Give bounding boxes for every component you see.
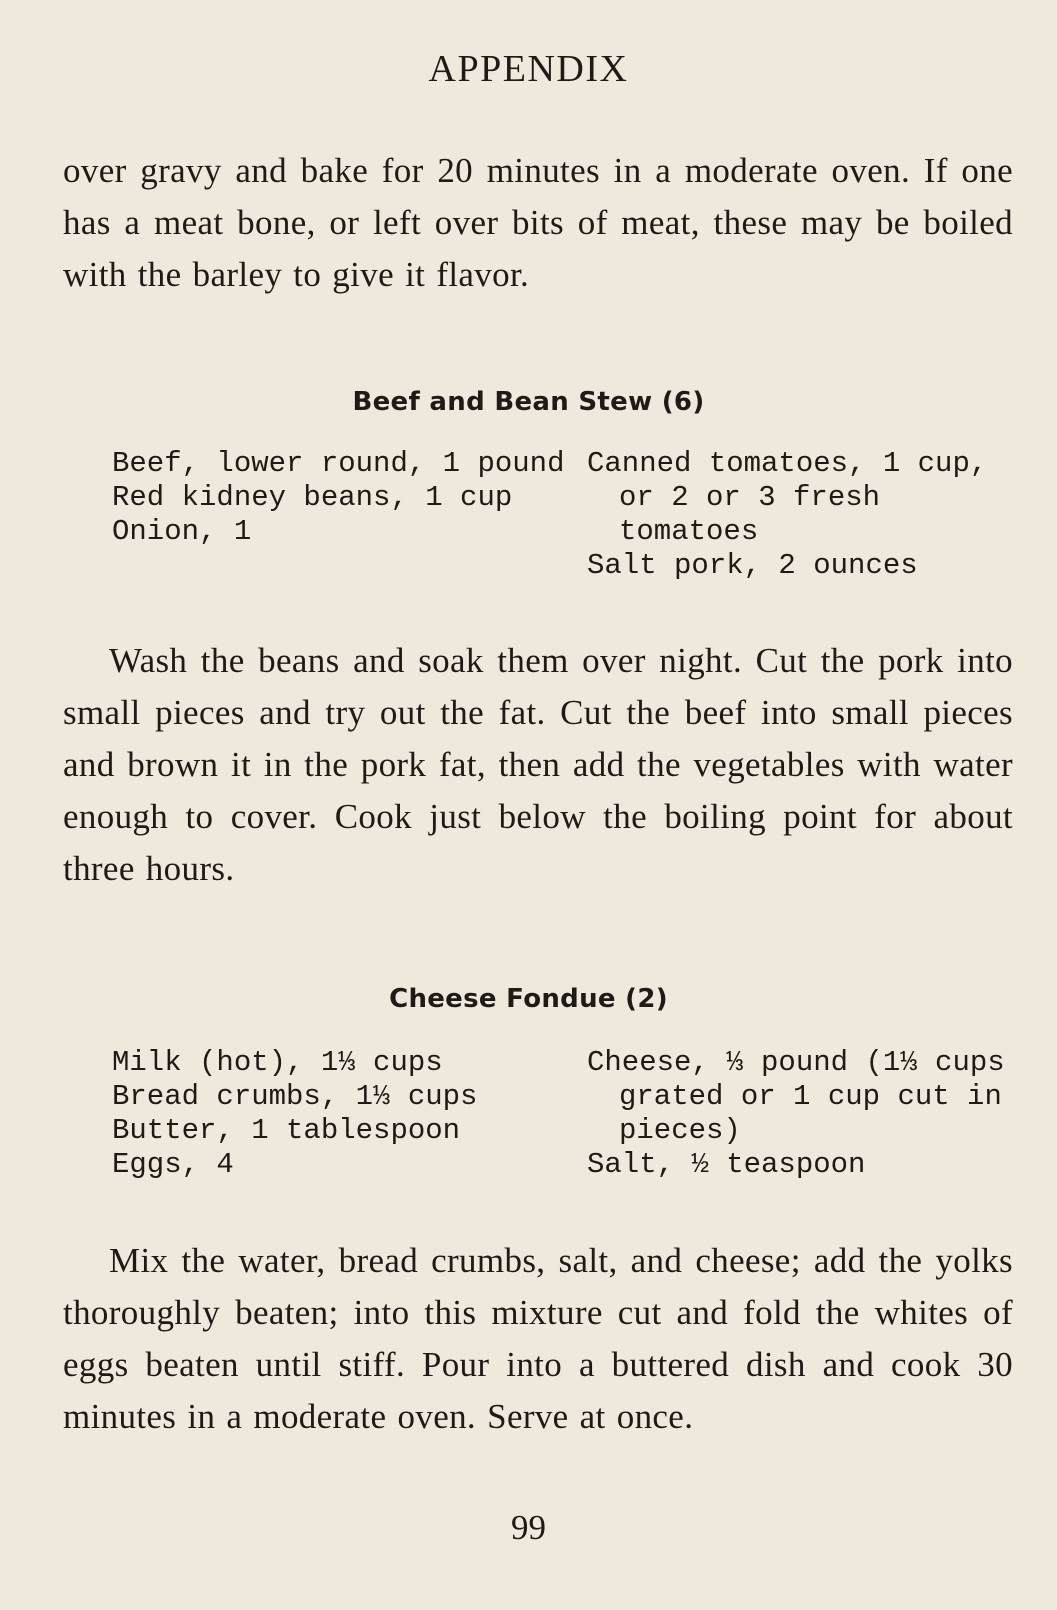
ingredient-item: Milk (hot), 1⅓ cups [112,1046,443,1079]
ingredient-item: Butter, 1 tablespoon [112,1114,461,1147]
recipe-directions-beef-bean-stew: Wash the beans and soak them over night. Cut the pork into small pieces and try out the fat. Cut the beef into small pieces and brown it in the pork fat, then add the vegetables with water enough to cover. Cook just below the boiling point for about three hours. [63,641,1013,888]
ingredient-item: Bread crumbs, 1⅓ cups [112,1080,478,1113]
ingredient-list-beef-bean-stew [112,447,1017,583]
continued-paragraph: over gravy and bake for 20 minutes in a moderate oven. If one has a meat bone, or left over bits of meat, these may be boiled with the barley to give it flavor. [63,151,1013,294]
recipe-title-cheese-fondue: Cheese Fondue (2) [389,984,668,1014]
ingredient-item: Eggs, 4 [112,1148,234,1181]
ingredient-item: Salt, ½ teaspoon [587,1148,866,1181]
ingredient-item: Red kidney beans, 1 cup [112,481,513,514]
ingredient-list-cheese-fondue [112,1046,1017,1182]
ingredient-column-right [587,1046,1017,1182]
ingredient-item: Onion, 1 [112,515,252,548]
running-head: APPENDIX [428,48,629,90]
page-number: 99 [511,1508,546,1547]
recipe-directions-cheese-fondue: Mix the water, bread crumbs, salt, and cheese; add the yolks thoroughly beaten; into this mixture cut and fold the whites of eggs beaten until stiff. Pour into a buttered dish and cook 30 minutes in a moderate oven. Serve at once. [63,1241,1013,1436]
ingredient-item: Cheese, ⅓ pound (1⅓ cups grated or 1 cup cut in pieces) [587,1046,1005,1147]
recipe-title-beef-bean-stew: Beef and Bean Stew (6) [352,387,705,417]
ingredient-column-left [112,447,587,583]
ingredient-column-right [587,447,1017,583]
ingredient-item: Salt pork, 2 ounces [587,549,918,582]
ingredient-item: Canned tomatoes, 1 cup, or 2 or 3 fresh tomatoes [587,447,988,548]
ingredient-column-left [112,1046,587,1182]
ingredient-item: Beef, lower round, 1 pound [112,447,565,480]
